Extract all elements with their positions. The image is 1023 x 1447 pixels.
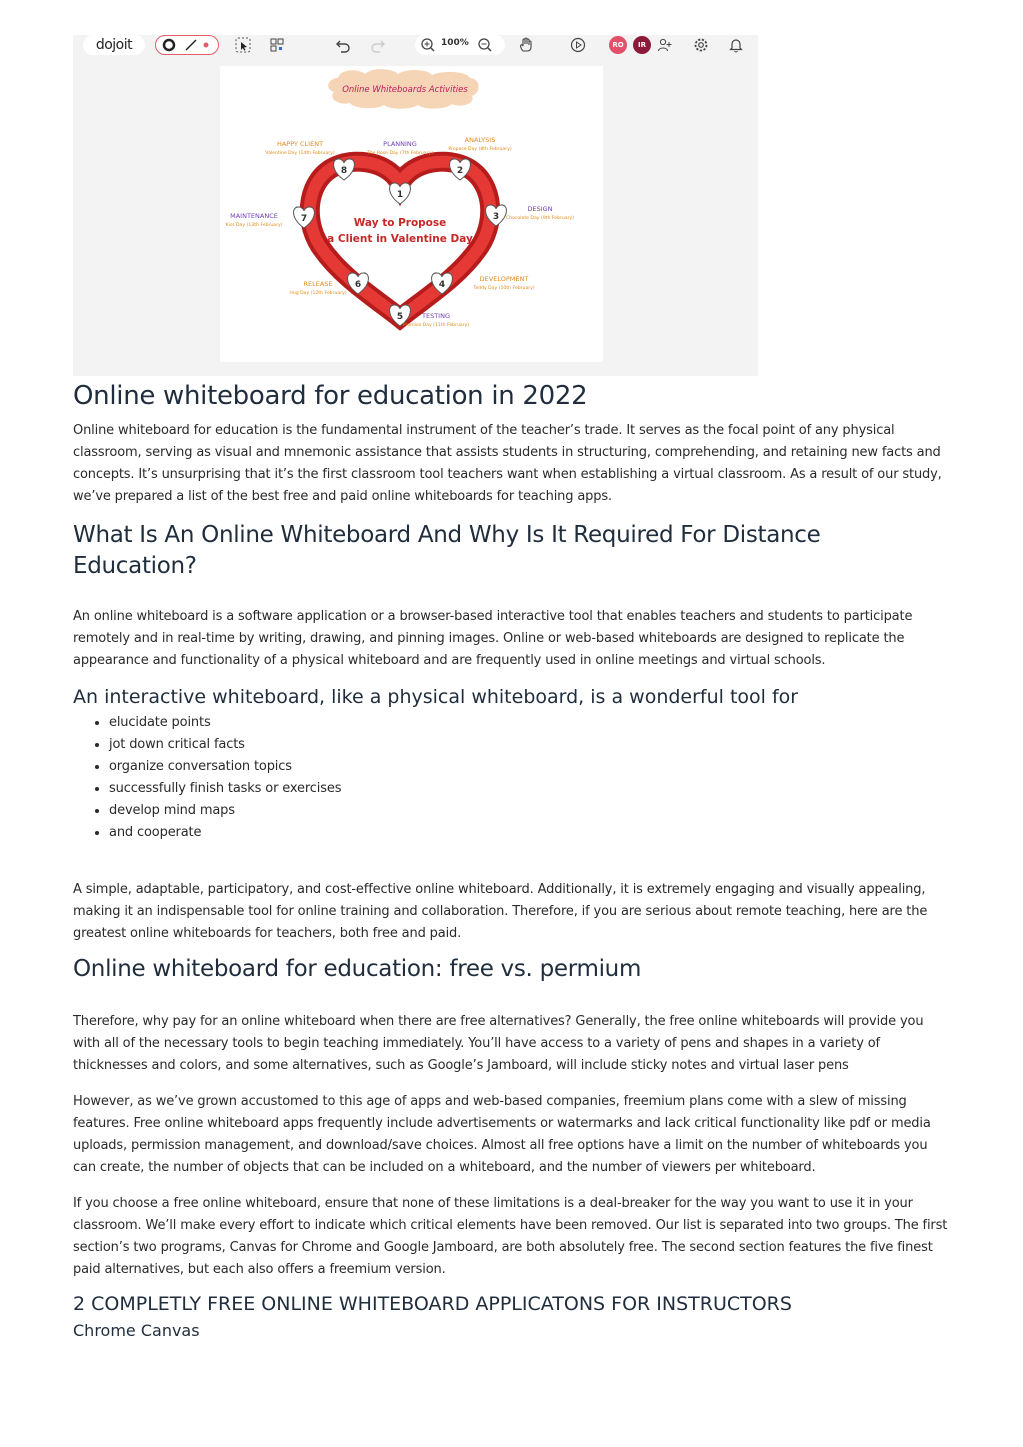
node-label: ANALYSIS	[464, 136, 496, 144]
node-number: 2	[456, 166, 464, 176]
node-sublabel: Hug Day (12th February)	[289, 291, 347, 296]
section-heading-interactive: An interactive whiteboard, like a physical whiteboard, is a wonderful tool for	[73, 686, 799, 708]
node-label: DESIGN	[527, 205, 553, 213]
limitations-paragraph: If you choose a free online whiteboard, ensure that none of these limitations is a deal-breaker for the way you want to use it in your classroom. We’ll make every effort to indicate which critical elements have been removed. Our list is separated into two groups. The first section’s two programs, Canvas for Chrome and Google Jamboard, are both absolutely free. The second section features the five finest paid alternatives, but each also offers a freemium version.	[73, 1196, 948, 1277]
node-sublabel: Propose Day (8th February)	[448, 147, 512, 152]
node-number: 8	[340, 166, 348, 176]
node-number: 7	[300, 214, 308, 224]
node-sublabel: Promise Day (11th February)	[402, 323, 470, 328]
node-sublabel: Teddy Day (10th February)	[473, 286, 535, 291]
diagram-title: Online Whiteboards Activities	[342, 85, 468, 95]
zoom-out-icon[interactable]	[477, 37, 493, 53]
avatar-ro[interactable]	[609, 36, 627, 54]
node-number: 1	[396, 190, 404, 200]
undo-icon[interactable]	[335, 37, 351, 53]
section-heading-free-apps: 2 COMPLETLY FREE ONLINE WHITEBOARD APPLICATONS FOR INSTRUCTORS	[73, 1293, 792, 1315]
zoom-in-icon[interactable]	[420, 37, 436, 53]
list-item: • jot down critical facts	[109, 734, 951, 756]
valentine-heart-diagram	[220, 66, 603, 362]
section-heading-free-vs-premium: Online whiteboard for education: free vs. permium	[73, 956, 642, 982]
redo-icon[interactable]	[370, 37, 386, 53]
diagram-center-line2: a Client in Valentine Day	[327, 233, 473, 245]
settings-gear-icon[interactable]	[693, 37, 709, 53]
node-sublabel: Valentine Day (14th February)	[265, 151, 335, 156]
node-label: MAINTENANCE	[230, 212, 278, 220]
node-sublabel: The Rose Day (7th February)	[366, 151, 434, 156]
page-title: Online whiteboard for education in 2022	[73, 381, 588, 411]
grid-icon[interactable]	[269, 37, 285, 53]
list-item: • successfully finish tasks or exercises	[109, 778, 951, 800]
node-label: RELEASE	[303, 280, 333, 288]
avatar-initials: IR	[638, 41, 646, 49]
play-presentation-icon[interactable]	[570, 37, 586, 53]
node-label: PLANNING	[383, 140, 417, 148]
freemium-paragraph: However, as we’ve grown accustomed to this age of apps and web-based companies, freemium plans come with a slew of missing features. Free online whiteboard apps frequently include advertisements or watermarks and lack critical functionality like pdf or media uploads, permission management, and download/save choices. Almost all free options have a limit on the number of whiteboards you can create, the number of objects that can be included on a whiteboard, and the number of viewers per whiteboard.	[73, 1094, 931, 1175]
notification-bell-icon[interactable]	[728, 37, 744, 53]
whiteboard-screenshot	[73, 35, 758, 376]
zoom-level: 100%	[441, 38, 469, 48]
color-dot-icon[interactable]	[203, 42, 209, 48]
article	[73, 378, 951, 1342]
node-number: 6	[354, 280, 362, 290]
avatar-ir[interactable]	[633, 36, 651, 54]
list-item: • organize conversation topics	[109, 756, 951, 778]
node-sublabel: Kiss Day (13th February)	[225, 223, 283, 228]
drawing-tools-group	[155, 35, 219, 55]
node-number: 4	[438, 280, 446, 290]
diagram-title-cloud	[328, 69, 478, 109]
zoom-control	[415, 35, 505, 55]
diagram-node-1	[390, 183, 411, 204]
intro-paragraph: Online whiteboard for education is the fundamental instrument of the teacher’s trade. It serves as the focal point of any physical classroom, serving as visual and mnemonic assistance that assists students in structuring, comprehending, and retaining new facts and concepts. It’s unsurprising that it’s the first classroom tool teachers want when establishing a virtual classroom. As a result of our study, we’ve prepared a list of the best free and paid online whiteboards for teaching apps.	[73, 423, 942, 504]
dojoit-logo[interactable]: dojoit	[83, 35, 145, 55]
node-label: TESTING	[422, 312, 450, 320]
node-sublabel: Chocolate Day (9th February)	[505, 216, 575, 221]
node-number: 5	[396, 312, 404, 322]
list-item: • elucidate points	[109, 712, 951, 734]
pen-tool-icon[interactable]	[183, 37, 199, 53]
section-heading-what-is: What Is An Online Whiteboard And Why Is It Required For Distance Education?	[73, 522, 821, 579]
select-cursor-icon[interactable]	[235, 37, 251, 53]
subheading-chrome-canvas: Chrome Canvas	[73, 1321, 200, 1340]
node-label: HAPPY CLIENT	[276, 140, 324, 148]
list-item: • and cooperate	[109, 822, 951, 844]
node-label: DEVELOPMENT	[479, 275, 529, 283]
hand-pan-icon[interactable]	[518, 37, 534, 53]
node-number: 3	[492, 212, 500, 222]
diagram-labels	[225, 136, 574, 328]
definition-paragraph: An online whiteboard is a software application or a browser-based interactive tool that enables teachers and students to participate remotely and in real-time by writing, drawing, and pinning images. Online or web-based whiteboards are designed to replicate the appearance and functionality of a physical whiteboard and are frequently used in online meetings and virtual schools.	[73, 609, 913, 668]
free-paragraph: Therefore, why pay for an online whiteboard when there are free alternatives? Generally, the free online whiteboards will provide you with all of the necessary tools to begin teaching immediately. You’ll have access to a variety of pens and shapes in a variety of thicknesses and colors, and some alternatives, such as Google’s Jamboard, will include sticky notes and virtual laser pens	[73, 1014, 924, 1073]
list-item: • develop mind maps	[109, 800, 951, 822]
whiteboard-canvas[interactable]	[220, 66, 603, 362]
add-user-icon[interactable]	[657, 37, 673, 53]
avatar-initials: RO	[612, 41, 624, 49]
whiteboard-toolbar	[73, 35, 758, 55]
uses-list	[73, 712, 951, 844]
diagram-node-8	[334, 159, 355, 180]
circle-tool-icon[interactable]	[161, 37, 177, 53]
summary-paragraph: A simple, adaptable, participatory, and cost-effective online whiteboard. Additionally, it is extremely engaging and visually appealing, making it an indispensable tool for online training and collaboration. Therefore, if you are serious about remote teaching, here are the greatest online whiteboards for teachers, both free and paid.	[73, 882, 928, 941]
diagram-center-line1: Way to Propose	[353, 217, 447, 229]
